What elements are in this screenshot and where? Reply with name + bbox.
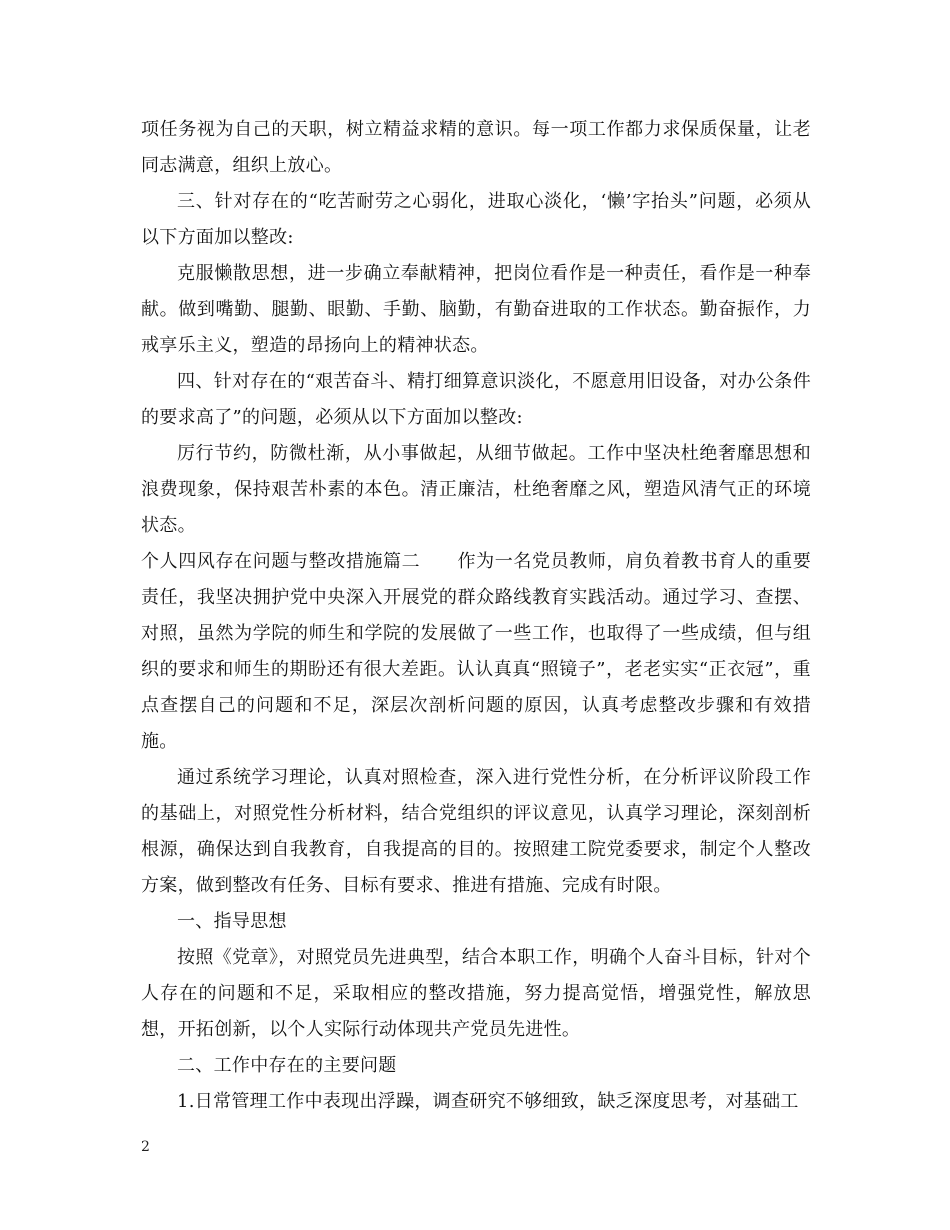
paragraph-study-theory: 通过系统学习理论，认真对照检查，深入进行党性分析，在分析评议阶段工作的基础上，对照党性分析材料，结合党组织的评议意见，认真学习理论，深刻剖析根源，确保达到自我教育，自我提高的目的。按照建工院党委要求，制定个人整改方案，做到整改有任务、目标有要求、推进有措施、完成有时限。 xyxy=(141,767,811,896)
paragraph-section-four-body: 厉行节约，防微杜渐，从小事做起，从细节做起。工作中坚决杜绝奢靡思想和浪费现象，保持艰苦朴素的本色。清正廉洁，杜绝奢靡之风，塑造风清气正的环境状态。 xyxy=(141,443,811,536)
paragraph-section-three-heading: 三、针对存在的“吃苦耐劳之心弱化，进取心淡化，‘懒’字抬头”问题，必须从以下方面加以整改: xyxy=(141,191,811,248)
document-body xyxy=(141,112,811,1120)
paragraph-section-three-body: 克服懒散思想，进一步确立奉献精神，把岗位看作是一种责任，看作是一种奉献。做到嘴勤、腿勤、眼勤、手勤、脑勤，有勤奋进取的工作状态。勤奋振作，力戒享乐主义，塑造的昂扬向上的精神状态。 xyxy=(141,263,811,356)
paragraph-part-two-intro: 个人四风存在问题与整改措施篇二 作为一名党员教师，肩负着教书育人的重要责任，我坚决拥护党中央深入开展党的群众路线教育实践活动。通过学习、查摆、对照，虽然为学院的师生和学院的发展做了一些工作，也取得了一些成绩，但与组织的要求和师生的期盼还有很大差距。认认真真“照镜子”，老老实实“正衣冠”，重点查摆自己的问题和不足，深层次剖析问题的原因，认真考虑整改步骤和有效措施。 xyxy=(141,551,811,752)
page-number: 2 xyxy=(141,1139,150,1155)
paragraph-section-four-heading: 四、针对存在的“艰苦奋斗、精打细算意识淡化，不愿意用旧设备，对办公条件的要求高了”的问题，必须从以下方面加以整改: xyxy=(141,371,811,428)
heading-guiding-ideology: 一、指导思想 xyxy=(177,911,287,932)
paragraph-guiding-ideology-body: 按照《党章》，对照党员先进典型，结合本职工作，明确个人奋斗目标，针对个人存在的问题和不足，采取相应的整改措施，努力提高觉悟，增强党性，解放思想，开拓创新，以个人实际行动体现共产党员先进性。 xyxy=(141,947,811,1040)
paragraph-continuation: 项任务视为自己的天职，树立精益求精的意识。每一项工作都力求保质保量，让老同志满意，组织上放心。 xyxy=(141,119,811,176)
heading-main-problems: 二、工作中存在的主要问题 xyxy=(177,1055,397,1076)
paragraph-problem-one: 1.日常管理工作中表现出浮躁，调查研究不够细致，缺乏深度思考，对基础工 xyxy=(177,1091,799,1112)
